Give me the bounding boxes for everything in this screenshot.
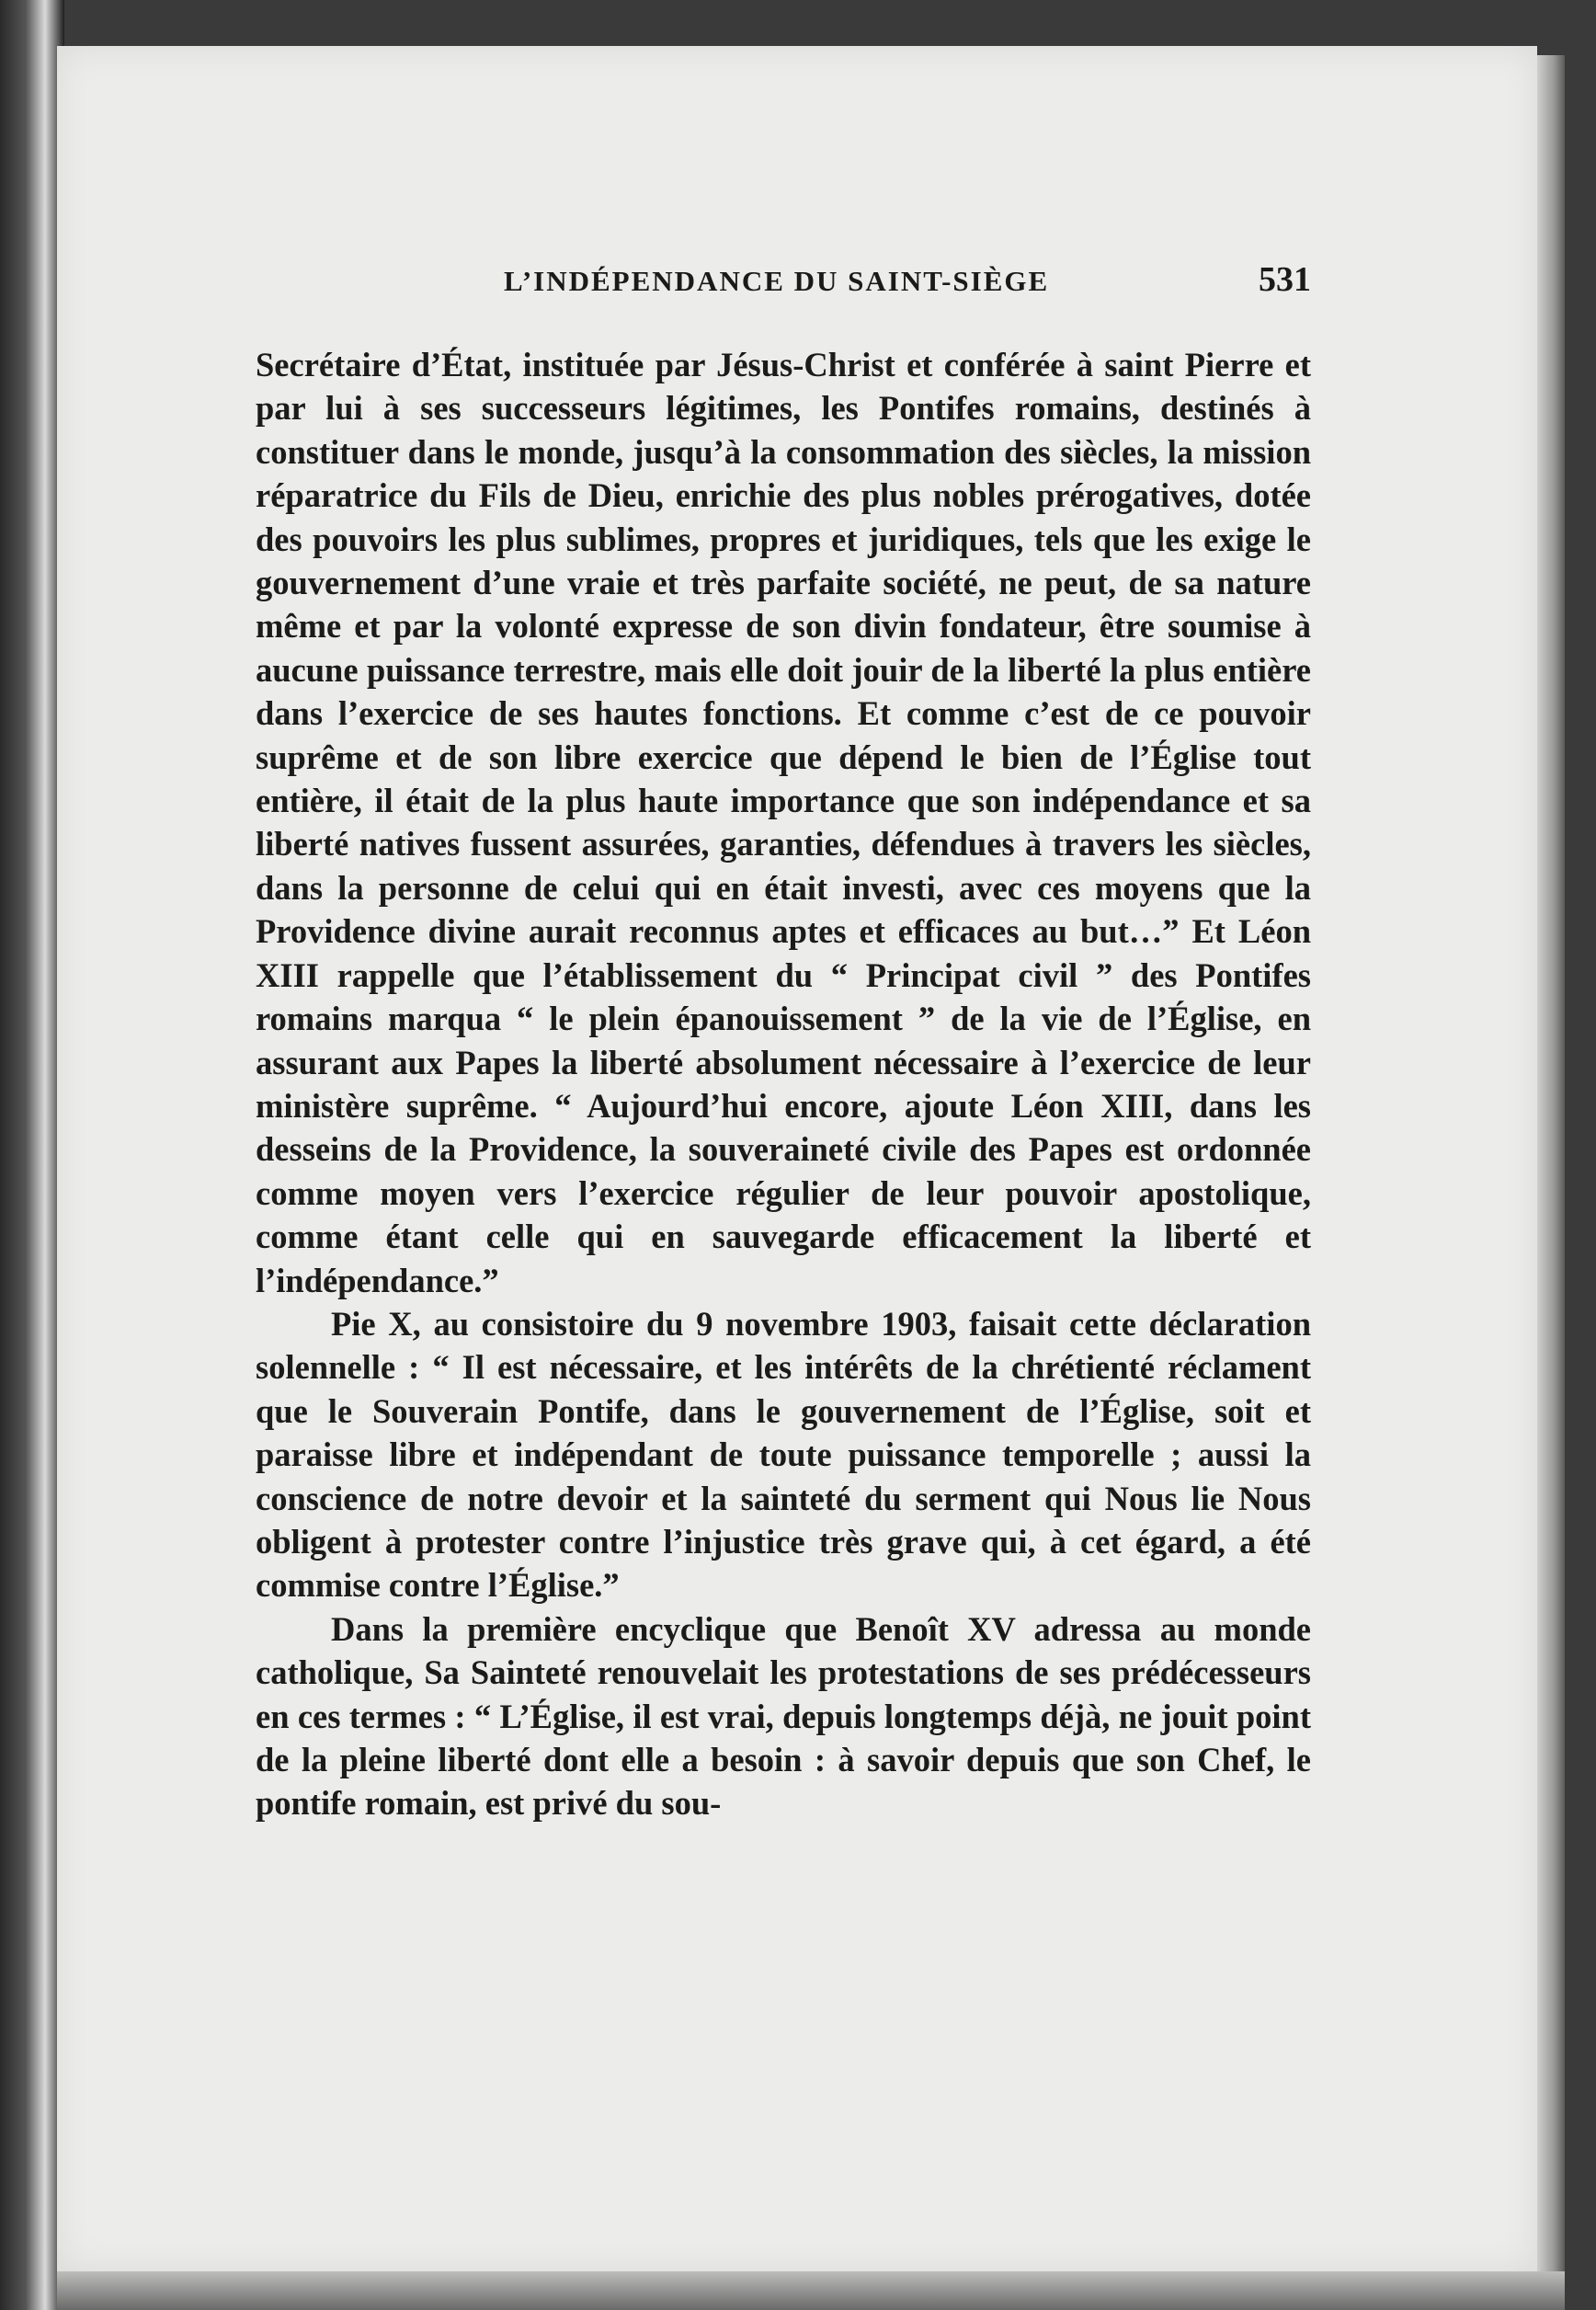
paragraph-continued: Secrétaire d’État, instituée par Jésus-Christ et conférée à saint Pierre et par lui à ses successeurs légitimes, les Pontifes romains, destinés à constituer dans le monde, jusqu’à la consommation des siècles, la mission réparatrice du Fils de Dieu, enrichie des plus nobles prérogatives, dotée des pouvoirs les plus sublimes, propres et juridiques, tels que les exige le gouvernement d’une vraie et très parfaite société, ne peut, de sa nature même et par la volonté expresse de son divin fondateur, être soumise à aucune puissance terrestre, mais elle doit jouir de la liberté la plus entière dans l’exercice de ses hautes fonctions. Et comme c’est de ce pouvoir suprême et de son libre exercice que dépend le bien de l’Église tout entière, il était de la plus haute importance que son indépendance et sa liberté natives fussent assurées, garanties, défendues à travers les siècles, dans la personne de celui qui en était investi, avec ces moyens que la Providence divine aurait reconnus aptes et efficaces au but…” Et Léon XIII rappelle que l’établissement du “ Principat civil ” des Pontifes romains marqua “ le plein épanouissement ” de la vie de l’Église, en assurant aux Papes la liberté absolument nécessaire à l’exercice de leur ministère suprême. “ Aujourd’hui encore, ajoute Léon XIII, dans les desseins de la Providence, la souveraineté civile des Papes est ordonnée comme moyen vers l’exercice régulier de leur pouvoir apostolique, comme étant celle qui en sauvegarde efficacement la liberté et l’indépendance.” [256, 346, 1311, 1299]
paragraph-pie-x: Pie X, au consistoire du 9 novembre 1903, faisait cette déclaration solennelle : “ Il est nécessaire, et les intérêts de la chrétienté réclament que le Souverain Pontife, dans le gouvernement de l’Église, soit et paraisse libre et indépendant de toute puissance temporelle ; aussi la conscience de notre devoir et la sainteté du serment qui Nous lie Nous obligent à protester contre l’injustice très grave qui, à cet égard, a été commise contre l’Église.” [256, 1304, 1311, 1605]
scan-binding-edge [0, 0, 64, 2310]
page-edge-bottom [57, 2271, 1565, 2310]
page-edge-right [1537, 55, 1565, 2271]
body-text [256, 343, 1311, 1825]
paragraph-benoit-xv: Dans la première encyclique que Benoît XV adressa au monde catholique, Sa Sainteté renouvelait les protestations de ses prédécesseurs en ces termes : “ L’Église, il est vrai, depuis longtemps déjà, ne jouit point de la pleine liberté dont elle a besoin : à savoir depuis que son Chef, le pontife romain, est privé du sou- [256, 1609, 1311, 1823]
page-number: 531 [1259, 260, 1311, 299]
page-header [256, 259, 1311, 305]
running-title: L’INDÉPENDANCE DU SAINT-SIÈGE [504, 265, 1050, 297]
